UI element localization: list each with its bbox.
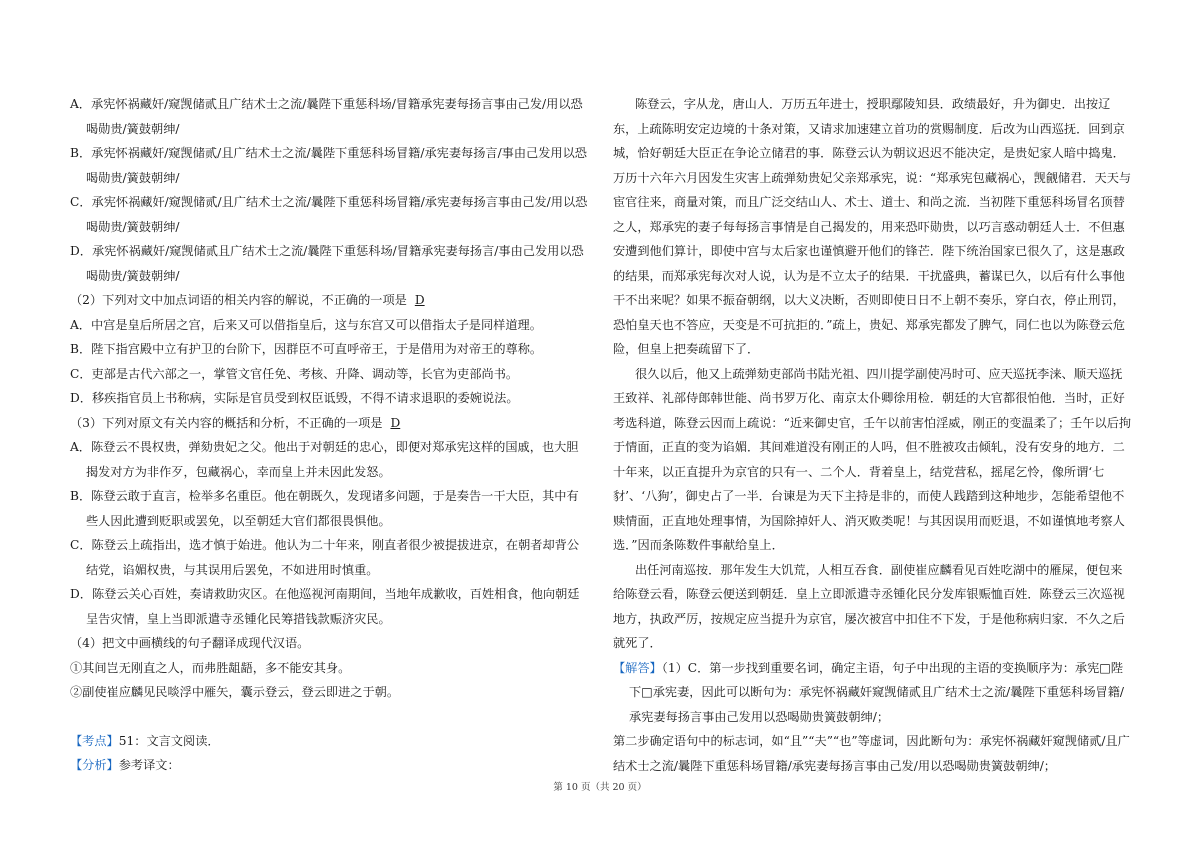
q2-option-a: A．中宫是皇后所居之宫，后来又可以借指皇后，这与东宫又可以借指太子是同样道理。 (70, 317, 542, 332)
q3-option-a: A．陈登云不畏权贵，弹劾贵妃之父。他出于对朝廷的忠心，即便对郑承宪这样的国戚，也大胆揭发对方为非作歹，包藏祸心，幸而皇上并未因此发怒。 (70, 440, 579, 479)
q2-option-d: D．移疾指官员上书称病，实际是官员受到权臣诋毁，不得不请求退职的委婉说法。 (70, 391, 519, 405)
question-2-text: （2）下列对文中加点词语的相关内容的解说，不正确的一项是 (70, 293, 407, 307)
q3-option-b: B．陈登云敢于直言，检举多名重臣。他在朝既久，发现诸多问题，于是奏告一干大臣，其中有些人因此遭到贬职或罢免，以至朝廷大官们都很畏惧他。 (70, 489, 579, 528)
question-3 (70, 411, 588, 436)
q2-option-b: B．陛下指宫殿中立有护卫的台阶下，因群臣不可直呼帝王，于是借用为对帝王的尊称。 (70, 342, 543, 356)
question-3-text: （3）下列对原文有关内容的概括和分析，不正确的一项是 (70, 415, 383, 430)
q1-option-b: B．承宪怀祸藏奸/窥觊储贰/且广结术士之流/曩陛下重惩科场冒籍/承宪妻每扬言/事由己发用以恐喝勋贵/簧鼓朝绅/ (70, 146, 587, 185)
translation-paragraph-2: 很久以后，他又上疏弹劾吏部尚书陆光祖、四川提学副使冯时可、应天巡抚李涞、顺天巡抚王致祥、礼部侍郎韩世能、尚书罗万化、南京太仆卿徐用检．朝廷的大官都很怕他．当时，正好考选科道，陈登云因而上疏说：“近来御史官，壬午以前害怕淫威，刚正的变温柔了；壬午以后拘于情面，正直的变为谄媚．其间难道没有刚正的人吗，但不胜被攻击倾轧，没有安身的地方．二十年来，以正直提升为京官的只有一、二个人．背着皇上，结党营私，摇尾乞怜，像所谓‘七豺’、‘八狗’，御史占了一半．台谏是为天下主持是非的，而使人践踏到这种地步，怎能希望他不赎情面，正直地处理事情，为国除掉奸人、消灭败类呢！与其因误用而贬退，不如谨慎地考察人选．”因而条陈数件事献给皇上． (613, 366, 1132, 552)
question-3-answer: D (390, 415, 401, 430)
jieda-text: （1）C．第一步找到重要名词，确定主语，句子中出现的主语的变换顺序为：承宪□陛下□承宪妻，因此可以断句为：承宪怀祸藏奸窥觊储贰且广结术士之流/曩陛下重惩科场冒籍/承宪妻每扬言事由己发用以恐喝勋贵簧鼓朝绅/； (629, 660, 1125, 724)
fenxi-tag: 【分析】 (70, 758, 119, 772)
jieda-section (613, 656, 1133, 730)
fenxi-text: 参考译文： (118, 758, 180, 772)
jieda-step-2: 第二步确定语句中的标志词，如“且”“夫”“也”等虚词，因此断句为：承宪怀祸藏奸窥觊储贰/且广结术士之流/曩陛下重惩科场冒籍/承宪妻每扬言事由己发/用以恐喝勋贵簧鼓朝绅/； (613, 734, 1130, 773)
kaodian-section (70, 729, 588, 754)
q4-item-2: ②副使崔应麟见民啖浮中雁矢，囊示登云，登云即进之于朝。 (70, 685, 400, 699)
q1-option-d: D．承宪怀祸藏奸/窥觊储贰且广结术士之流/曩陛下重惩科场/冒籍承宪妻每扬言/事由己发用以恐喝勋贵/簧鼓朝绅/ (70, 244, 584, 283)
translation-paragraph-3: 出任河南巡按．那年发生大饥荒，人相互吞食．副使崔应麟看见百姓吃湖中的雁屎，便包来给陈登云看，陈登云便送到朝廷．皇上立即派遣寺丞锺化民分发库银赈恤百姓．陈登云三次巡视地方，执政严厉，按规定应当提升为京官，屡次被宫中扣住不下发，于是他称病归家．不久之后就死了． (613, 562, 1125, 650)
q2-option-c: C．吏部是古代六部之一，掌管文官任免、考核、升降、调动等，长官为吏部尚书。 (70, 366, 519, 381)
page-footer: 第 10 页（共 20 页） (553, 782, 647, 793)
left-column (70, 92, 588, 778)
jieda-tag: 【解答】 (613, 660, 662, 675)
q1-option-c: C．承宪怀祸藏奸/窥觊储贰/且广结术士之流/曩陛下重惩科场冒籍/承宪妻每扬言事由己发/用以恐喝勋贵/簧鼓朝绅/ (70, 195, 588, 234)
question-2-answer: D (414, 293, 425, 307)
question-2 (70, 288, 588, 313)
kaodian-text: 51：文言文阅读． (118, 733, 220, 748)
right-column (613, 92, 1133, 778)
q4-item-1: ①其间岂无刚直之人，而弗胜龃龉，多不能安其身。 (70, 660, 351, 675)
kaodian-tag: 【考点】 (70, 733, 119, 748)
translation-paragraph-1: 陈登云，字从龙，唐山人．万历五年进士，授职鄢陵知县．政绩最好，升为御史．出按辽东，上疏陈明安定边境的十条对策，又请求加速建立首功的赏赐制度．后改为山西巡抚．回到京城，恰好朝廷大臣正在争论立储君的事．陈登云认为朝议迟迟不能决定，是贵妃家人暗中捣鬼．万历十六年六月因发生灾害上疏弹劾贵妃父亲郑承宪，说：“郑承宪包藏祸心，觊觎储君．天天与宦官往来，商量对策，而且广泛交结山人、术士、道士、和尚之流．当初陛下重惩科场冒名顶替之人，郑承宪的妻子每每扬言事情是自己揭发的，用来恐吓勋贵，以巧言惑动朝廷人士．不但惠安遭到他们算计，即使中宫与太后家也谨慎避开他们的锋芒．陛下统治国家已很久了，这是惠政的结果，而郑承宪每次对人说，认为是不立太子的结果．干扰盛典，蓄谋已久，以后有什么事他干不出来呢？如果不振奋朝纲，以大义决断，否则即使日日不上朝不奏乐，穿白衣，停止刑罚，恐怕皇天也不答应，天变是不可抗拒的．”疏上，贵妃、郑承宪都发了脾气，同仁也以为陈登云危险，但皇上把奏疏留下了． (613, 97, 1132, 356)
spacer (70, 705, 588, 729)
q3-option-c: C．陈登云上疏指出，选才慎于始进。他认为二十年来，刚直者很少被提拔进京，在朝者却背公结党，谄媚权贵，与其误用后罢免，不如进用时慎重。 (70, 538, 580, 577)
fenxi-section (70, 753, 588, 778)
q1-option-a: A．承宪怀祸藏奸/窥觊储贰且广结术士之流/曩陛下重惩科场/冒籍承宪妻每扬言事由己发/用以恐喝勋贵/簧鼓朝绅/ (70, 97, 583, 136)
question-4: （4）把文中画横线的句子翻译成现代汉语。 (70, 636, 310, 650)
q3-option-d: D．陈登云关心百姓，奏请救助灾区。在他巡视河南期间，当地年成歉收，百姓相食，他向朝廷呈告灾情，皇上当即派遣寺丞锺化民筹措钱款赈济灾民。 (70, 587, 580, 626)
